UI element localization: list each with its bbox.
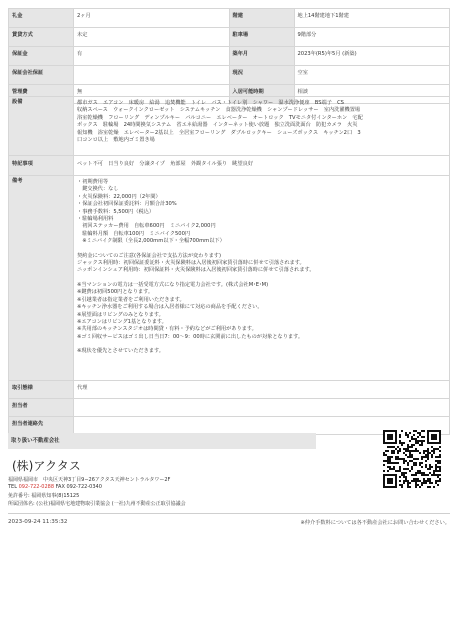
equipment-label: 設備 bbox=[9, 97, 74, 156]
remark-line: ・事務手数料：5,500円（税込） bbox=[77, 208, 155, 215]
spec-label: 築年月 bbox=[229, 47, 294, 66]
spec-value: 2ヶ月 bbox=[74, 9, 230, 28]
equipment-line: 報知機 浴室乾燥 エレベーター2基以上 全居室フローリング ダブルロックキー シューズボックス キッチン2口 3 bbox=[77, 129, 361, 136]
associations: 所属団体名: (公社)福岡県宅地建物取引業協会 (一社)九州不動産公正取引協議会 bbox=[8, 501, 186, 507]
equipment-line: 浴室乾燥機 フローリング ディンプルキー バルコニー エレベーター オートロック TVモニタ付インターホン 宅配 bbox=[77, 114, 363, 121]
remark-line: ※エアコンはリビング1基となります。 bbox=[77, 318, 167, 325]
remark-line: ・火災保険料：22,000円（2年間） bbox=[77, 193, 161, 200]
person-row bbox=[9, 399, 450, 417]
qr-code-icon bbox=[383, 430, 441, 488]
features-row bbox=[9, 156, 450, 176]
remark-line: ※展望面はリビングのみとなります。 bbox=[77, 311, 164, 318]
tel-label: TEL bbox=[8, 484, 17, 490]
spec-label: 礼金 bbox=[9, 9, 74, 28]
spec-table bbox=[8, 8, 450, 104]
spec-value: 地上14階建地下1階建 bbox=[294, 9, 450, 28]
spec-value: 有 bbox=[74, 47, 230, 66]
spec-value: 無 bbox=[74, 85, 230, 104]
person-value bbox=[74, 399, 450, 417]
remark-line: ※共用部のキッチンスタジオは時間貸・有料・予約などがご利用があります。 bbox=[77, 326, 257, 333]
fax-number: FAX 092-722-0340 bbox=[55, 484, 102, 490]
remark-line bbox=[77, 275, 446, 282]
remark-line: 契約金についてのご注意(各保証会社で支払方法が変わります) bbox=[77, 252, 222, 259]
features-label: 特記事項 bbox=[9, 156, 74, 176]
spec-label: 現況 bbox=[229, 66, 294, 85]
remark-line: ※鍵費は初回500円となります。 bbox=[77, 289, 154, 296]
remarks-value bbox=[74, 176, 450, 381]
spec-value: 相談 bbox=[294, 85, 450, 104]
spec-label: 管理費 bbox=[9, 85, 74, 104]
remark-line: ニッポンインシュア利用時：初回保証料・火災保険料は入居後初回家賃引落時に併せて引落されます。 bbox=[77, 267, 315, 274]
license-number: 免許番号: 福岡県知事(8)15125 bbox=[8, 493, 80, 499]
remark-line: ジャックス利用時：初回保証委託料・火災保険料は入居後初回家賃引落時に併せて引落されます。 bbox=[77, 260, 305, 267]
spec-value: 未定 bbox=[74, 28, 230, 47]
print-timestamp: 2023-09-24 11:35:32 bbox=[8, 519, 68, 525]
spec-row bbox=[9, 28, 450, 47]
footer-divider bbox=[8, 513, 450, 514]
company-address: 福岡県福岡市 中央区天神3丁目9−26アクタス天神セントラルタワー2F bbox=[8, 477, 171, 483]
equipment-line: ボックス 駐輪場 24時間換気システム 省エネ給湯器 インターネット使い放題 独立洗面洗面台 防犯カメラ 火災 bbox=[77, 122, 358, 129]
transaction-value: 代理 bbox=[74, 381, 450, 399]
spec-row bbox=[9, 66, 450, 85]
agency-section-header: 取り扱い不動産会社 bbox=[8, 433, 316, 449]
person-label: 担当者 bbox=[9, 399, 74, 417]
spec-value: 9階部分 bbox=[294, 28, 450, 47]
spec-row bbox=[9, 9, 450, 28]
spec-label: 入居可能時期 bbox=[229, 85, 294, 104]
equipment-line: 口コンロ以上 敷地内ゴミ置き場 bbox=[77, 137, 155, 144]
equipment-line: 収納スペース ウォークインクローゼット システムキッチン 食器洗浄乾燥機 シャンプードレッサー 室内洗濯機置場 bbox=[77, 107, 361, 114]
remark-line: 初回ステッカー費用 自転車600円 ミニバイク2,000円 bbox=[77, 223, 216, 230]
remark-line: ・初期費用等 bbox=[77, 179, 109, 185]
transaction-label: 取引態様 bbox=[9, 381, 74, 399]
spec-label: 駐車場 bbox=[229, 28, 294, 47]
details-table bbox=[8, 96, 450, 435]
spec-label: 階建 bbox=[229, 9, 294, 28]
remark-line: 駐輪料月額 自転車100円 ミニバイク500円 bbox=[77, 230, 191, 237]
company-name: (株)アクタス bbox=[12, 459, 81, 473]
person-phone-label: 担当者連絡先 bbox=[9, 417, 74, 435]
features-value: ペット不可 日当り良好 分譲タイプ 角部屋 外観タイル張り 眺望良好 bbox=[74, 156, 450, 176]
spec-value: 空室 bbox=[294, 66, 450, 85]
remarks-label: 備考 bbox=[9, 176, 74, 381]
remark-line: ※当マンションの電力は一括受電方式になり指定電力会社です。(株式会社M･E･M) bbox=[77, 281, 269, 288]
brokerage-note: ※仲介手数料については各不動産会社にお問い合わせください。 bbox=[300, 520, 450, 526]
equipment-line: 都市ガス エアコン 床暖房 給湯 追焚機能 トイレ バス・トイレ別 シャワー 温水洗浄便座 BS端子 CS bbox=[77, 100, 344, 106]
remark-line: ・保証会社初回保証委託料：月額合計30% bbox=[77, 201, 177, 208]
remark-line: ※ゴミ回収サービスはゴミ出し日当日7：00〜9：00時に玄関前に出したものが対象となります。 bbox=[77, 333, 304, 340]
tel-link[interactable]: 092-722-0288 bbox=[18, 484, 55, 490]
equipment-row bbox=[9, 97, 450, 156]
transaction-row bbox=[9, 381, 450, 399]
spec-row bbox=[9, 47, 450, 66]
remarks-row bbox=[9, 176, 450, 381]
spec-label: 保証金 bbox=[9, 47, 74, 66]
remark-line: ※ミニバイク制限（全長2,000mm以下・全幅700mm以下） bbox=[77, 238, 225, 245]
equipment-value bbox=[74, 97, 450, 156]
remark-line: ※キッチン浄水器をご利用する場合は入居者様にて対応の商品を手配ください。 bbox=[77, 304, 263, 311]
remark-line bbox=[77, 246, 446, 253]
company-contact bbox=[8, 484, 102, 490]
spec-label: 保証会社保証 bbox=[9, 66, 74, 85]
remark-line: 鍵交換代：なし bbox=[77, 186, 119, 193]
remark-line: ※引越業者は指定業者をご利用いただきます。 bbox=[77, 296, 185, 303]
spec-value: 2023年(R5)年5月 (新築) bbox=[294, 47, 450, 66]
remark-line: ※現状を優先とさせていただきます。 bbox=[77, 348, 164, 355]
remark-line: ・駐輪場利用料 bbox=[77, 216, 114, 223]
spec-value bbox=[74, 66, 230, 85]
spec-label: 賃貸方式 bbox=[9, 28, 74, 47]
